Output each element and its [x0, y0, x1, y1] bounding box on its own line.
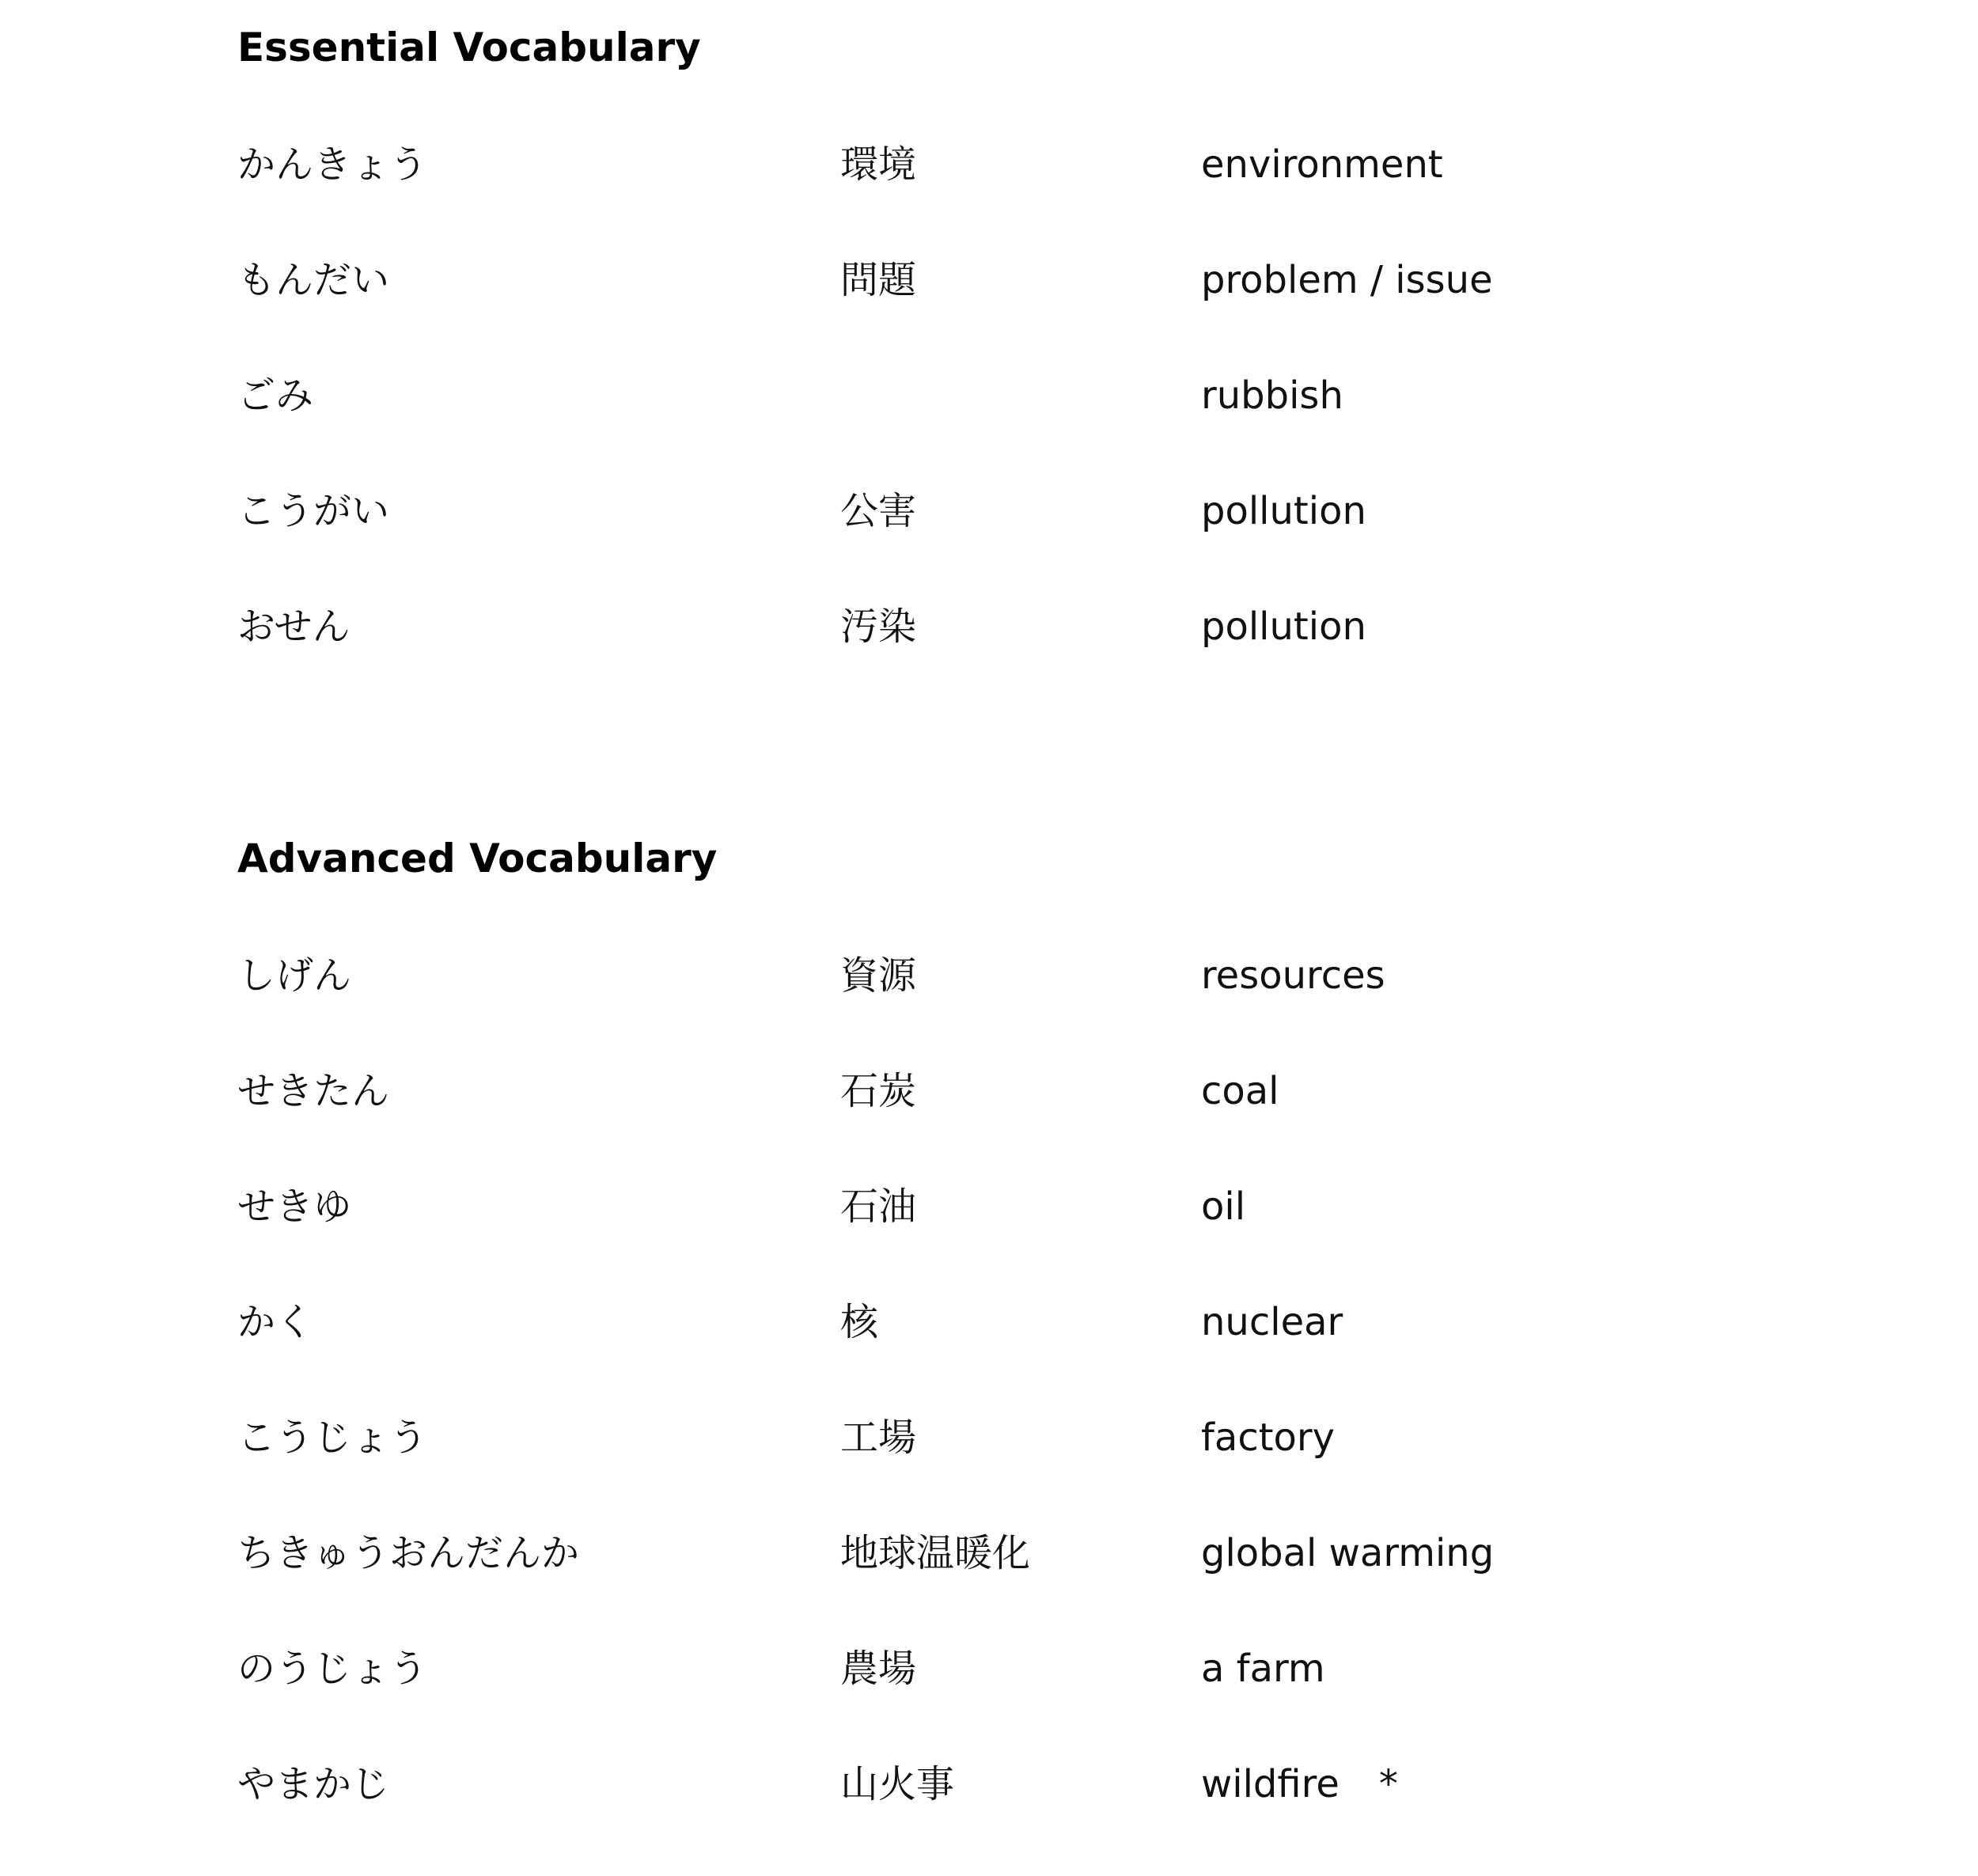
kanji-writing: 石炭 [840, 1069, 917, 1113]
vocab-row [237, 952, 1741, 1067]
vocab-row [237, 1298, 1741, 1414]
english-meaning [1201, 256, 1533, 304]
vocab-row [237, 1529, 1741, 1645]
kana-reading: せきたん [237, 1069, 390, 1113]
english-text: problem / issue [1201, 258, 1493, 302]
kana-reading: しげん [237, 953, 352, 998]
english-meaning [1201, 1183, 1285, 1230]
kana-reading: ちきゅうおんだんか [237, 1531, 580, 1575]
english-text: rubbish [1201, 373, 1343, 418]
english-text: oil [1201, 1184, 1246, 1229]
vocab-row [237, 1760, 1741, 1876]
kana-reading: ごみ [237, 373, 314, 418]
kana-reading: もんだい [237, 258, 390, 302]
english-text: coal [1201, 1069, 1279, 1113]
kanji-writing: 農場 [840, 1647, 917, 1691]
english-meaning [1201, 141, 1483, 188]
english-meaning [1201, 1529, 1533, 1577]
kana-reading: かく [237, 1300, 314, 1344]
advanced-vocabulary-list [237, 952, 1741, 1876]
kanji-writing: 石油 [840, 1184, 917, 1229]
english-meaning [1201, 603, 1406, 650]
kana-reading: おせん [237, 604, 351, 649]
kanji-writing: 資源 [840, 953, 917, 998]
kana-reading: やまかじ [237, 1762, 390, 1806]
english-text: pollution [1201, 604, 1366, 649]
vocab-row [237, 603, 1741, 718]
kana-reading: せきゆ [237, 1184, 352, 1229]
english-meaning [1201, 1645, 1365, 1692]
english-text: environment [1201, 142, 1443, 187]
english-text: resources [1201, 953, 1385, 998]
english-meaning [1201, 372, 1383, 419]
vocab-row [237, 487, 1741, 603]
kana-reading: のうじょう [237, 1647, 428, 1691]
english-text: pollution [1201, 489, 1366, 533]
vocab-row [237, 256, 1741, 372]
english-meaning [1201, 1067, 1319, 1115]
note-marker: * [1378, 1762, 1398, 1806]
english-text: wildfire [1201, 1762, 1340, 1806]
kanji-writing: 問題 [840, 258, 917, 302]
kanji-writing: 汚染 [840, 604, 917, 649]
kana-reading: かんきょう [237, 142, 428, 187]
vocab-row [237, 1414, 1741, 1529]
vocab-row [237, 1067, 1741, 1183]
kanji-writing: 地球温暖化 [840, 1531, 1031, 1575]
english-text: factory [1201, 1416, 1336, 1460]
english-meaning [1201, 952, 1425, 999]
kanji-writing: 工場 [840, 1416, 917, 1460]
vocab-row [237, 1183, 1741, 1298]
english-text: a farm [1201, 1647, 1325, 1691]
english-meaning [1201, 487, 1406, 535]
kanji-writing: 公害 [840, 489, 917, 533]
advanced-vocabulary-heading: Advanced Vocabulary [237, 836, 718, 881]
english-text: nuclear [1201, 1300, 1343, 1344]
english-text: global warming [1201, 1531, 1495, 1575]
vocab-row [237, 141, 1741, 256]
kanji-writing: 核 [840, 1300, 879, 1344]
kana-reading: こうじょう [237, 1416, 428, 1460]
english-meaning [1201, 1760, 1398, 1808]
english-meaning [1201, 1414, 1374, 1461]
kanji-writing: 環境 [840, 142, 917, 187]
vocab-row [237, 372, 1741, 487]
english-meaning [1201, 1298, 1382, 1346]
kana-reading: こうがい [237, 489, 390, 533]
kanji-writing: 山火事 [840, 1762, 955, 1806]
vocab-row [237, 1645, 1741, 1760]
essential-vocabulary-list [237, 141, 1741, 718]
essential-vocabulary-heading: Essential Vocabulary [237, 25, 701, 70]
